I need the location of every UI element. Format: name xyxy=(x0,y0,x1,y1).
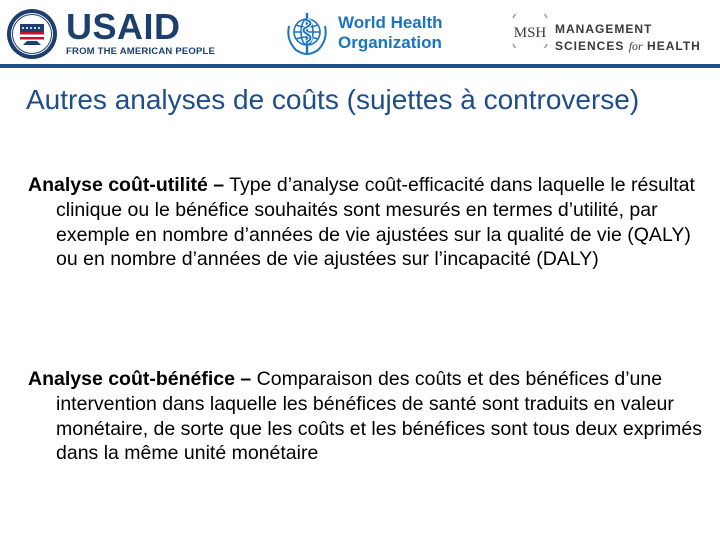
usaid-tagline: FROM THE AMERICAN PEOPLE xyxy=(66,46,216,57)
header-divider xyxy=(0,64,720,68)
msh-mark-logo xyxy=(509,14,551,48)
definition-cost-benefit: Comparaison des coûts et des bénéfices d’une intervention dans laquelle les bénéfices de santé sont traduits en valeur monétaire, de sorte que les coûts et les bénéfices sont tous deux exprimés dans la même unité monétaire xyxy=(56,368,703,465)
who-wordmark xyxy=(338,13,443,53)
usaid-wordmark: USAID xyxy=(66,6,181,47)
usaid-seal-logo xyxy=(6,8,58,60)
logo-header xyxy=(0,0,720,64)
msh-line2-a: SCIENCES xyxy=(555,39,629,53)
term-cost-benefit: Analyse coût-bénéfice – xyxy=(28,368,252,390)
paragraph-cost-benefit xyxy=(28,367,716,466)
slide-title: Autres analyses de coûts (sujettes à controverse) xyxy=(26,84,640,115)
msh-line2-c: HEALTH xyxy=(642,39,701,53)
definition-cost-utility: Type d’analyse coût-efficacité dans laquelle le résultat clinique ou le bénéfice souhaités sont mesurés en termes d’utilité, par exemple en nombre d’années de vie ajustées sur la qualité de vie (QALY) ou en nombre d’années de vie ajustées sur l’incapacité (DALY) xyxy=(56,174,695,271)
who-emblem-logo xyxy=(284,10,330,56)
msh-line2 xyxy=(555,38,701,55)
who-line2: Organization xyxy=(338,33,442,52)
msh-wordmark xyxy=(555,21,701,55)
who-line1: World Health xyxy=(338,13,443,32)
msh-mark-text: MSH xyxy=(513,25,547,41)
msh-line1: MANAGEMENT xyxy=(555,22,653,36)
term-cost-utility: Analyse coût-utilité – xyxy=(28,174,225,196)
paragraph-cost-utility xyxy=(28,173,716,272)
msh-line2-b: for xyxy=(628,39,643,53)
